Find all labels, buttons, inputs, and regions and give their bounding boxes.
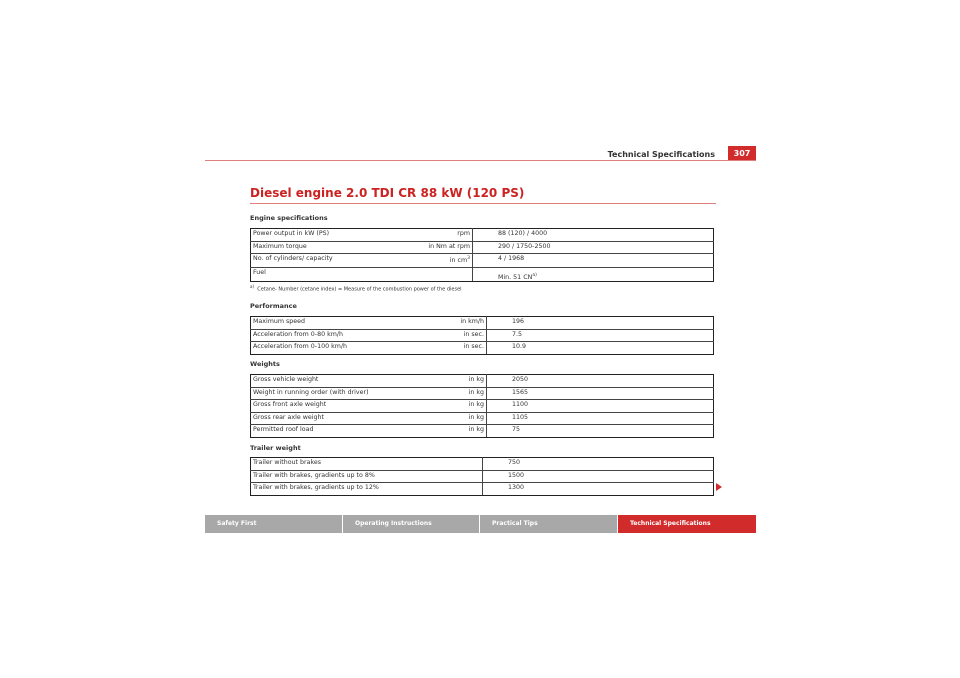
value-sup: a) <box>532 273 537 279</box>
engine-footnote <box>250 284 462 293</box>
header-title: Technical Specifications <box>607 150 715 159</box>
table-row <box>251 425 714 438</box>
row-value: 10.9 <box>487 342 714 355</box>
footer-tab-practical-tips[interactable]: Practical Tips <box>480 515 617 533</box>
table-row <box>251 268 714 282</box>
row-label: Fuel <box>251 268 406 282</box>
row-unit: in sec. <box>419 329 487 342</box>
row-value: 750 <box>483 458 714 471</box>
row-label: Gross front axle weight <box>251 400 420 413</box>
row-value <box>473 268 714 282</box>
row-value: 1100 <box>487 400 714 413</box>
row-value: 88 (120) / 4000 <box>473 229 714 242</box>
page-number: 307 <box>728 146 756 161</box>
row-unit: in kg <box>419 387 487 400</box>
row-label: Maximum torque <box>251 241 406 254</box>
row-label: No. of cylinders/ capacity <box>251 254 406 268</box>
row-label: Trailer without brakes <box>251 458 483 471</box>
table-row <box>251 458 714 471</box>
row-value: 1500 <box>483 470 714 483</box>
section-divider <box>250 203 716 204</box>
next-page-arrow-icon[interactable] <box>716 483 722 491</box>
row-unit <box>405 268 473 282</box>
footnote-text: Cetane- Number (cetane index) = Measure of the combustion power of the diesel <box>257 286 462 293</box>
performance-table <box>250 316 714 355</box>
table-row <box>251 342 714 355</box>
table-row <box>251 254 714 268</box>
row-label: Maximum speed <box>251 317 420 330</box>
row-label: Trailer with brakes, gradients up to 12% <box>251 483 483 496</box>
table-row <box>251 317 714 330</box>
table-row <box>251 470 714 483</box>
row-unit: in kg <box>419 400 487 413</box>
row-label: Gross vehicle weight <box>251 375 420 388</box>
table-row <box>251 229 714 242</box>
value-text: Min. 51 CN <box>498 274 533 282</box>
header-divider <box>205 160 756 161</box>
row-label: Power output in kW (PS) <box>251 229 406 242</box>
row-unit: in kg <box>419 375 487 388</box>
row-label: Acceleration from 0-100 km/h <box>251 342 420 355</box>
table-row <box>251 241 714 254</box>
table-row <box>251 375 714 388</box>
row-label: Trailer with brakes, gradients up to 8% <box>251 470 483 483</box>
footer-tab-technical-specifications[interactable]: Technical Specifications <box>618 515 756 533</box>
row-value: 1105 <box>487 412 714 425</box>
row-unit: in kg <box>419 425 487 438</box>
table-row <box>251 387 714 400</box>
trailer-heading: Trailer weight <box>250 444 301 452</box>
engine-heading: Engine specifications <box>250 214 328 222</box>
row-value: 75 <box>487 425 714 438</box>
table-row <box>251 483 714 496</box>
footnote-marker: a) <box>250 284 255 289</box>
row-value: 196 <box>487 317 714 330</box>
unit-sup: 3 <box>467 256 470 262</box>
table-row <box>251 400 714 413</box>
row-unit: rpm <box>405 229 473 242</box>
row-value: 1300 <box>483 483 714 496</box>
row-unit <box>405 254 473 268</box>
performance-heading: Performance <box>250 302 297 310</box>
footer-tab-operating-instructions[interactable]: Operating Instructions <box>343 515 479 533</box>
row-label: Permitted roof load <box>251 425 420 438</box>
footer-tab-safety-first[interactable]: Safety First <box>205 515 342 533</box>
row-value: 290 / 1750-2500 <box>473 241 714 254</box>
weights-table <box>250 374 714 438</box>
row-unit: in Nm at rpm <box>405 241 473 254</box>
engine-table <box>250 228 714 282</box>
unit-text: in cm <box>449 257 468 265</box>
row-label: Gross rear axle weight <box>251 412 420 425</box>
row-label: Acceleration from 0-80 km/h <box>251 329 420 342</box>
row-value: 1565 <box>487 387 714 400</box>
section-title: Diesel engine 2.0 TDI CR 88 kW (120 PS) <box>250 186 525 200</box>
row-label: Weight in running order (with driver) <box>251 387 420 400</box>
table-row <box>251 329 714 342</box>
row-value: 7.5 <box>487 329 714 342</box>
row-unit: in km/h <box>419 317 487 330</box>
trailer-table <box>250 457 714 496</box>
row-unit: in kg <box>419 412 487 425</box>
row-unit: in sec. <box>419 342 487 355</box>
row-value: 4 / 1968 <box>473 254 714 268</box>
row-value: 2050 <box>487 375 714 388</box>
weights-heading: Weights <box>250 360 280 368</box>
table-row <box>251 412 714 425</box>
